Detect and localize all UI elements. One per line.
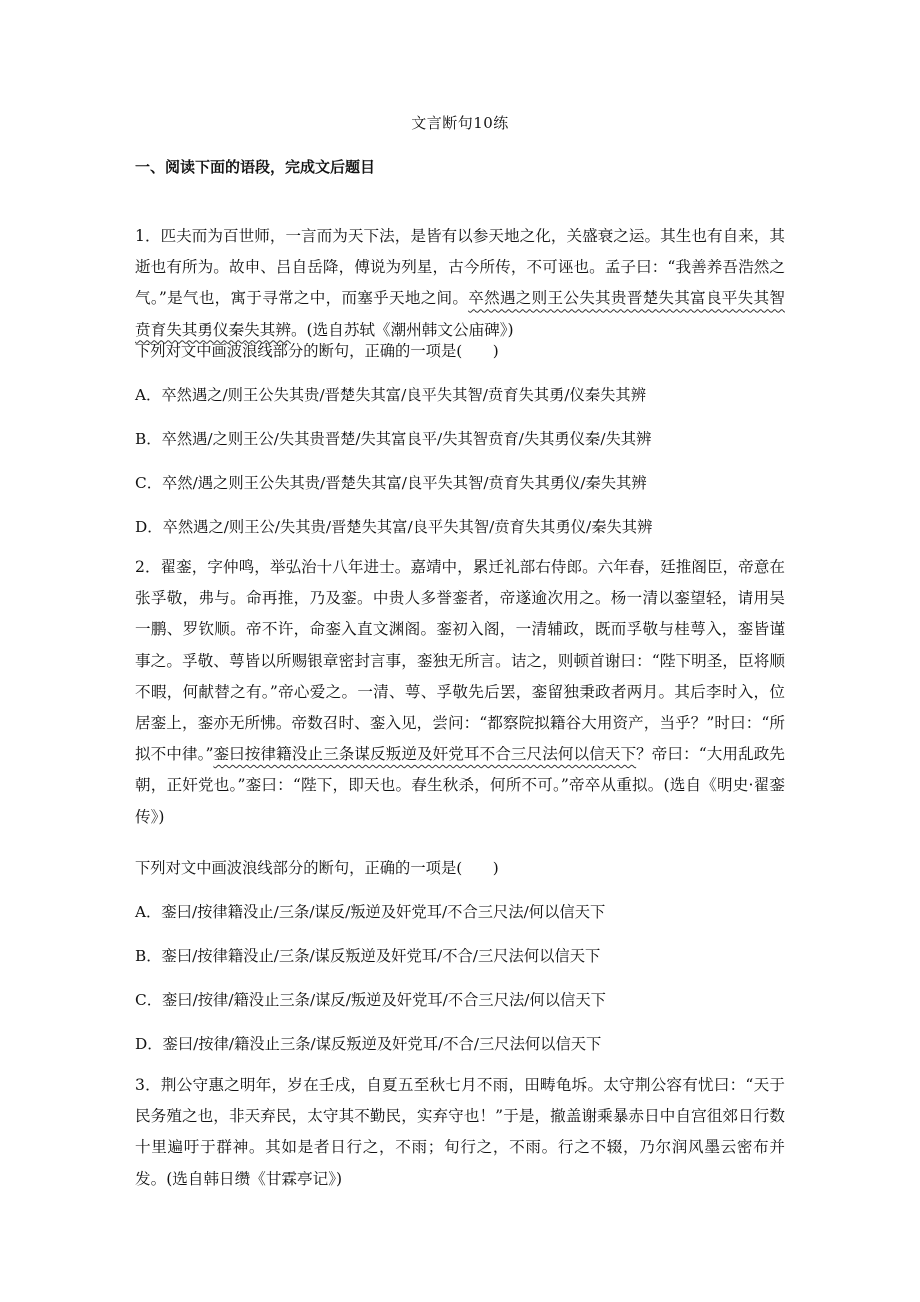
q1-option-b[interactable]: B．卒然遇/之则王公/失其贵晋楚/失其富良平/失其智贲育/失其勇仪秦/失其辨 [135, 430, 652, 448]
passage-1 [135, 221, 785, 346]
q2-option-a[interactable]: A．銮曰/按律籍没止/三条/谋反/叛逆及奸党耳/不合三尺法/何以信天下 [135, 903, 606, 921]
q2-option-c[interactable]: C．銮曰/按律/籍没止三条/谋反/叛逆及奸党耳/不合三尺法/何以信天下 [135, 991, 606, 1009]
passage-1-wavy-text: 卒然遇之则王公失其贵晋楚失其富良平失其智贲育失其勇仪秦失其辨 [135, 289, 785, 339]
passage-3 [135, 1070, 785, 1195]
passage-1-text: 1．匹夫而为百世师，一言而为天下法，是皆有以参天地之化，关盛衰之运。其生也有自来，其逝也有所为。故申、吕自岳降，傅说为列星，古今所传，不可诬也。孟子曰：“我善养吾浩然之气。”是气也，寓于寻常之中，而塞乎天地之间。 [135, 227, 785, 308]
passage-2-wavy-text: 銮曰按律籍没止三条谋反叛逆及奸党耳不合三尺法何以信天下 [213, 745, 637, 764]
q2-option-d[interactable]: D．銮曰/按律/籍没止三条/谋反叛逆及奸党耳/不合/三尺法何以信天下 [135, 1035, 602, 1053]
question-1-prompt: 下列对文中画波浪线部分的断句，正确的一项是( ) [135, 342, 499, 360]
q1-option-a[interactable]: A．卒然遇之/则王公失其贵/晋楚失其富/良平失其智/贲育失其勇/仪秦失其辨 [135, 386, 647, 404]
section-heading: 一、阅读下面的语段，完成文后题目 [135, 158, 376, 176]
page-title: 文言断句10练 [411, 114, 509, 132]
q2-option-b[interactable]: B．銮曰/按律籍没止/三条/谋反叛逆及奸党耳/不合/三尺法何以信天下 [135, 947, 601, 965]
q1-option-d[interactable]: D．卒然遇之/则王公/失其贵/晋楚失其富/良平失其智/贲育失其勇仪/秦失其辨 [135, 518, 653, 536]
passage-2-text: 2．翟銮，字仲鸣，举弘治十八年进士。嘉靖中，累迁礼部右侍郎。六年春，廷推阁臣，帝意在张孚敬，弗与。命再推，乃及銮。中贵人多誉銮者，帝遂逾次用之。杨一清以銮望轻，请用吴一鹏、罗钦顺。帝不许，命銮入直文渊阁。銮初入阁，一清辅政，既而孚敬与桂萼入，銮皆谨事之。孚敬、萼皆以所赐银章密封言事，銮独无所言。诘之，则顿首谢曰：“陛下明圣，臣将顺不暇，何献替之有。”帝心爱之。一清、萼、孚敬先后罢，銮留独秉政者两月。其后李时入，位居銮上，銮亦无所怫。帝数召时、銮入见，尝问：“都察院拟籍谷大用资产，当乎？”时曰：“所拟不中律。” [135, 558, 785, 764]
passage-2 [135, 552, 785, 833]
q1-option-c[interactable]: C．卒然/遇之则王公失其贵/晋楚失其富/良平失其智/贲育失其勇仪/秦失其辨 [135, 474, 647, 492]
passage-3-text: 3．荆公守惠之明年，岁在壬戌，自夏五至秋七月不雨，田畴龟坼。太守荆公容有忧曰：“天于民务殖之也，非天弃民，太守其不勤民，实弃守也！”于是，撤盖谢乘暴赤日中自宫徂郊日行数十里遍吁于群神。其如是者日行之，不雨；旬行之，不雨。行之不辍，乃尔润风墨云密布并发。(选自韩日缵《甘霖亭记》) [135, 1076, 785, 1188]
passage-1-source: 。(选自苏轼《潮州韩文公庙碑》) [290, 320, 514, 339]
question-2-prompt: 下列对文中画波浪线部分的断句，正确的一项是( ) [135, 859, 499, 877]
passage-2-source: ？帝曰：“大用乱政先朝，正奸党也。”銮曰：“陛下，即天也。春生秋杀，何所不可。”帝卒从重拟。(选自《明史·翟銮传》) [135, 745, 785, 826]
